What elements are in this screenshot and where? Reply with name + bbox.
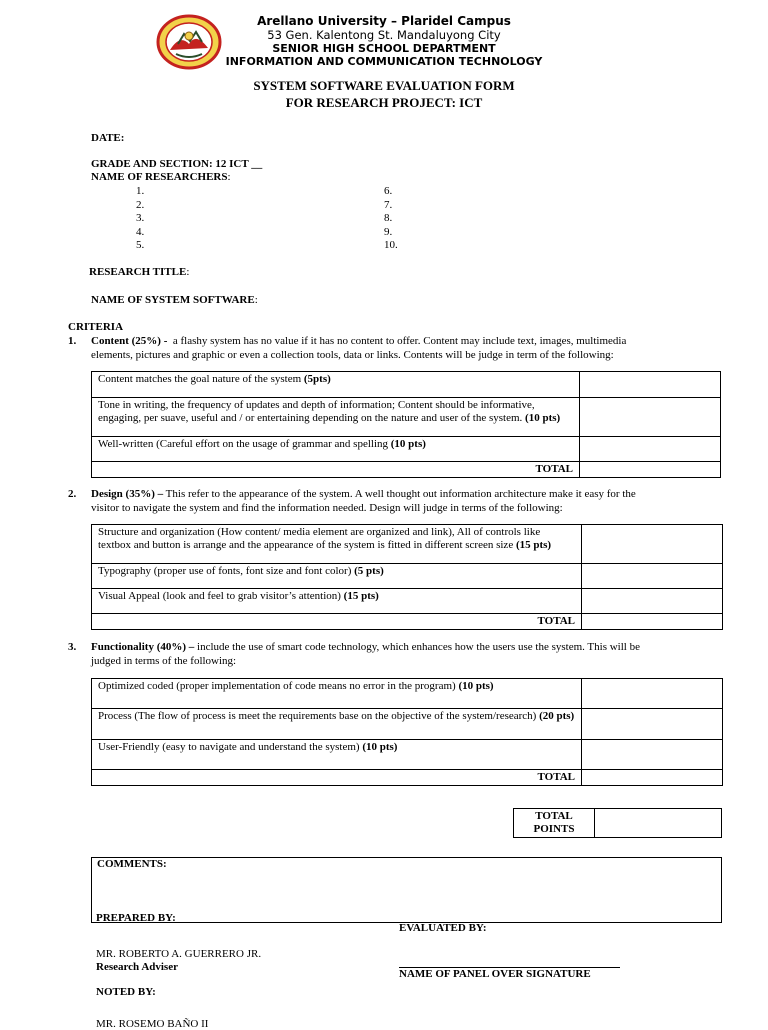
- criteria-row: [92, 679, 723, 709]
- research-title-field: [89, 266, 189, 278]
- score-cell[interactable]: [580, 398, 721, 437]
- functionality-criterion-description: [91, 641, 723, 668]
- criteria-row: [92, 372, 721, 398]
- total-score-cell[interactable]: [580, 462, 721, 478]
- researcher-slot: 8.: [384, 212, 393, 224]
- criteria-row: [92, 564, 723, 589]
- criteria-text: Process (The flow of process is meet the requirements base on the objective of the system/research): [98, 710, 540, 722]
- researcher-slot: 2.: [136, 198, 145, 211]
- criteria-row: [92, 525, 723, 564]
- functionality-criteria-table: [91, 678, 723, 786]
- researcher-slot: 7.: [384, 198, 393, 211]
- criteria-cell: [92, 398, 580, 437]
- criteria-text: Visual Appeal (look and feel to grab visitor’s attention): [98, 590, 344, 602]
- researchers-label: NAME OF RESEARCHERS: [91, 171, 228, 183]
- criteria-text: Content matches the goal nature of the system: [98, 373, 304, 385]
- researcher-slot: 1.: [136, 185, 145, 197]
- functionality-criterion-desc-1: include the use of smart code technology, which enhances how the users use the system. This will be: [197, 641, 640, 653]
- date-label: DATE:: [91, 132, 125, 144]
- criteria-points: (10 pts): [525, 412, 561, 424]
- grade-section-value: : 12 ICT __: [208, 158, 263, 170]
- noted-by-label: NOTED BY:: [96, 986, 156, 998]
- researcher-slot: 6.: [384, 185, 393, 197]
- total-points-value-cell[interactable]: [595, 809, 722, 838]
- total-score-cell[interactable]: [582, 614, 723, 630]
- content-criterion-description: [91, 335, 723, 362]
- total-points-label: [514, 809, 595, 838]
- criteria-cell: [92, 564, 582, 589]
- researcher-slot: 4.: [136, 225, 145, 238]
- system-software-label: NAME OF SYSTEM SOFTWARE: [91, 294, 255, 306]
- total-label: TOTAL: [92, 770, 582, 786]
- criterion-number: 3.: [68, 641, 77, 653]
- criteria-points: (10 pts): [362, 741, 398, 753]
- system-software-field: [91, 294, 258, 306]
- researcher-slot: 3.: [136, 212, 145, 224]
- total-row: [92, 462, 721, 478]
- adviser-name: MR. ROBERTO A. GUERRERO JR.: [96, 948, 262, 960]
- strand-name: INFORMATION AND COMMUNICATION TECHNOLOGY: [225, 55, 543, 68]
- score-cell[interactable]: [582, 740, 723, 770]
- total-points-label-line1: TOTAL: [535, 810, 573, 822]
- content-criterion-desc-1: a flashy system has no value if it has no content to offer. Content may include text, images, multimedia: [172, 335, 627, 347]
- total-points-row: [514, 809, 722, 838]
- criteria-text: Optimized coded (proper implementation of code means no error in the program): [98, 680, 459, 692]
- content-criterion-desc-2: elements, pictures and graphic or even a collection tools, data or links. Contents will be judge in term of the following:: [91, 348, 614, 361]
- criteria-cell: [92, 679, 582, 709]
- criterion-number: 1.: [68, 335, 77, 347]
- criteria-cell: [92, 525, 582, 564]
- criteria-points: (10 pts): [390, 438, 426, 450]
- criteria-points: (5 pts): [354, 565, 384, 577]
- total-points-label-line2: POINTS: [533, 823, 575, 835]
- score-cell[interactable]: [580, 372, 721, 398]
- comments-box[interactable]: [91, 857, 722, 923]
- content-criteria-table: [91, 371, 721, 478]
- criteria-text: Well-written (Careful effort on the usage of grammar and spelling: [98, 438, 391, 450]
- researcher-slot: 5.: [136, 239, 145, 251]
- criteria-points: (15 pts): [515, 539, 552, 551]
- researcher-slot: 9.: [384, 225, 393, 238]
- score-cell[interactable]: [582, 564, 723, 589]
- design-criteria-table: [91, 524, 723, 630]
- comments-label: COMMENTS:: [97, 858, 167, 870]
- criteria-text: Structure and organization (How content/ media element are organized and link), All of controls like textbox and button is arrange and the appearance of the system is fitted in different screen size: [98, 526, 541, 551]
- criteria-row: [92, 740, 723, 770]
- functionality-criterion-name: Functionality (40%) –: [91, 641, 195, 653]
- criteria-row: [92, 709, 723, 740]
- researchers-field: [91, 171, 231, 183]
- criteria-cell: [92, 709, 582, 740]
- criteria-row: [92, 437, 721, 462]
- prepared-by-label: PREPARED BY:: [96, 912, 176, 924]
- design-criterion-desc-1: This refer to the appearance of the system. A well thought out information architecture make it easy for the: [165, 488, 636, 500]
- score-cell[interactable]: [582, 525, 723, 564]
- form-subtitle: FOR RESEARCH PROJECT: ICT: [285, 95, 483, 110]
- research-title-colon: :: [186, 266, 190, 278]
- functionality-criterion-desc-2: judged in terms of the following:: [91, 654, 237, 667]
- system-software-colon: :: [254, 294, 258, 306]
- grade-section-label: GRADE AND SECTION: [91, 158, 209, 170]
- criteria-points: (15 pts): [343, 590, 379, 602]
- criteria-text: Typography (proper use of fonts, font size and font color): [98, 565, 355, 577]
- criteria-points: (10 pts): [458, 680, 494, 692]
- criteria-row: [92, 589, 723, 614]
- researcher-slot: 10.: [384, 239, 398, 251]
- criteria-points: (5pts): [303, 373, 331, 385]
- grade-section-field: [91, 158, 262, 170]
- design-criterion-description: [91, 488, 723, 515]
- researchers-list-left: [136, 185, 144, 253]
- research-title-label: RESEARCH TITLE: [89, 266, 187, 278]
- design-criterion-desc-2: visitor to navigate the system and find the information needed. Design will judge in terms of the following:: [91, 501, 563, 514]
- criteria-cell: [92, 437, 580, 462]
- total-row: [92, 770, 723, 786]
- total-points-table: [513, 808, 722, 838]
- score-cell[interactable]: [582, 709, 723, 740]
- university-address: 53 Gen. Kalentong St. Mandaluyong City: [267, 28, 501, 42]
- criteria-points: (20 pts): [539, 710, 575, 722]
- criteria-heading: CRITERIA: [68, 321, 124, 333]
- total-row: [92, 614, 723, 630]
- criteria-row: [92, 398, 721, 437]
- criterion-number: 2.: [68, 488, 77, 500]
- department-name: SENIOR HIGH SCHOOL DEPARTMENT: [272, 42, 496, 55]
- total-label: TOTAL: [92, 614, 582, 630]
- criteria-text: User-Friendly (easy to navigate and understand the system): [98, 741, 363, 753]
- content-criterion-name: Content (25%) -: [91, 335, 168, 347]
- criteria-cell: [92, 740, 582, 770]
- panel-signature-label: NAME OF PANEL OVER SIGNATURE: [399, 968, 591, 980]
- noted-by-name: MR. ROSEMO BAÑO II: [96, 1018, 209, 1030]
- adviser-role: Research Adviser: [96, 961, 178, 973]
- criteria-text: Tone in writing, the frequency of updates and depth of information; Content should be informative, engaging, per suave, useful and / or entertaining depending on the nature and user of the system.: [98, 399, 535, 424]
- score-cell[interactable]: [580, 437, 721, 462]
- evaluated-by-label: EVALUATED BY:: [399, 922, 487, 934]
- total-label: TOTAL: [92, 462, 580, 478]
- score-cell[interactable]: [582, 589, 723, 614]
- total-score-cell[interactable]: [582, 770, 723, 786]
- researchers-colon: :: [227, 171, 231, 183]
- criteria-cell: [92, 589, 582, 614]
- researchers-list-right: [384, 185, 398, 253]
- score-cell[interactable]: [582, 679, 723, 709]
- university-name: Arellano University – Plaridel Campus: [257, 14, 511, 28]
- design-criterion-name: Design (35%) –: [91, 488, 164, 500]
- form-title: SYSTEM SOFTWARE EVALUATION FORM: [253, 78, 515, 93]
- criteria-cell: [92, 372, 580, 398]
